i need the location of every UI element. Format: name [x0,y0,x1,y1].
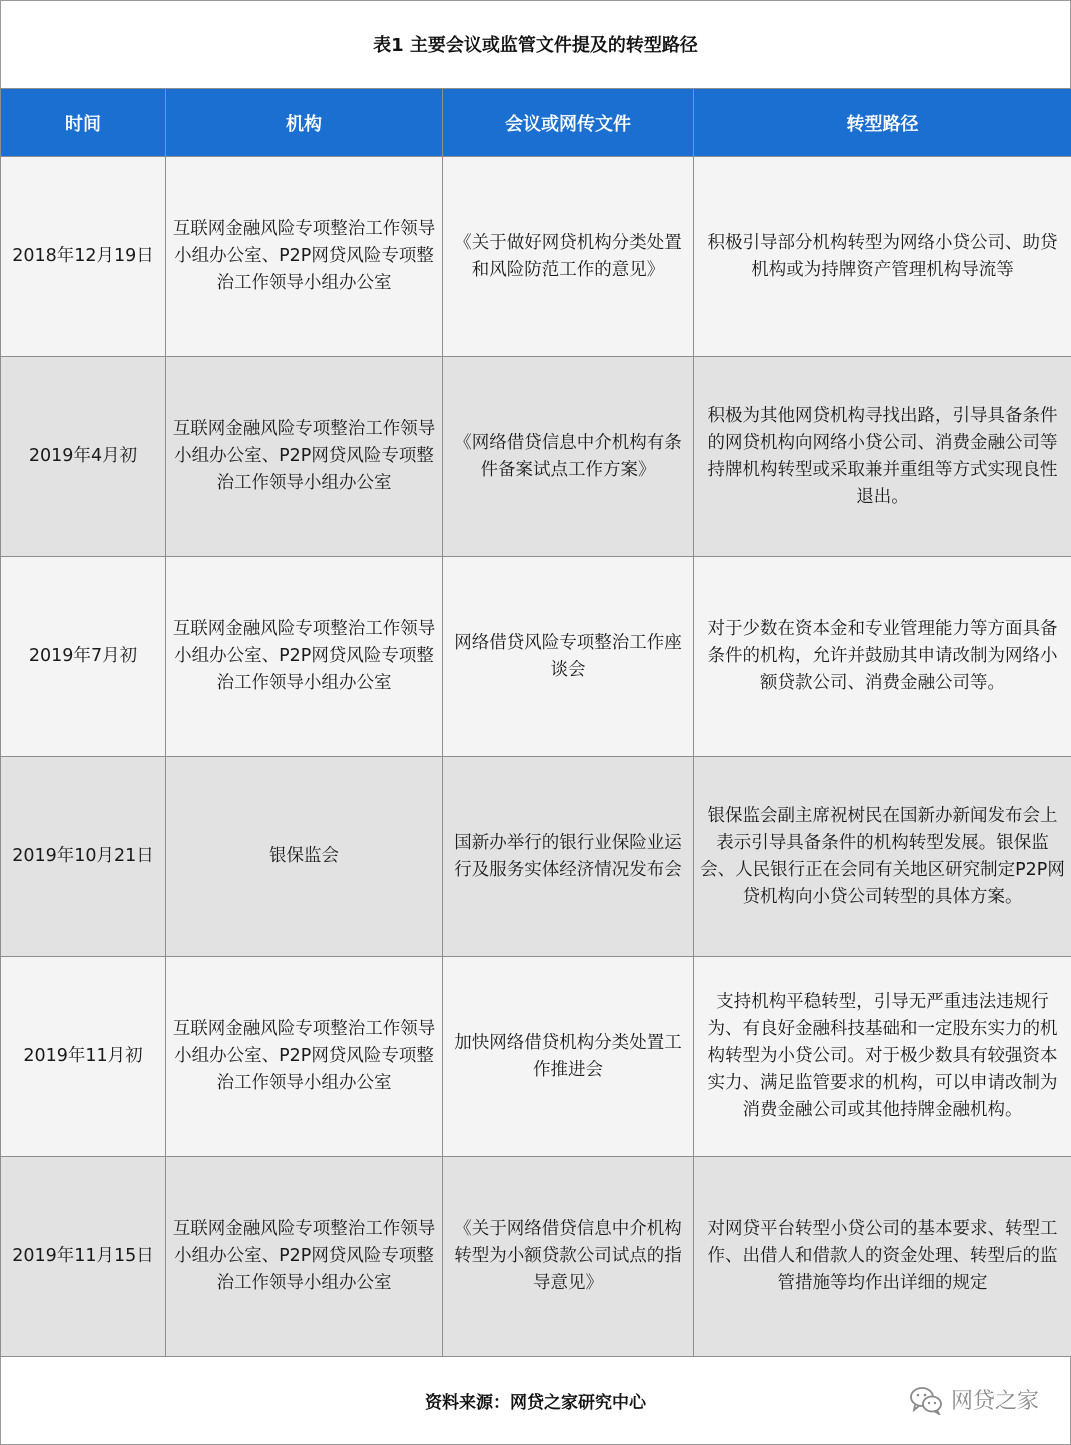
cell-org: 互联网金融风险专项整治工作领导小组办公室、P2P网贷风险专项整治工作领导小组办公室 [166,1157,443,1357]
cell-doc: 《关于做好网贷机构分类处置和风险防范工作的意见》 [443,157,694,357]
cell-time: 2019年7月初 [1,557,166,757]
cell-time: 2019年11月15日 [1,1157,166,1357]
policy-table [0,88,1071,1357]
cell-path: 积极为其他网贷机构寻找出路，引导具备条件的网贷机构向网络小贷公司、消费金融公司等持牌机构转型或采取兼并重组等方式实现良性退出。 [694,357,1071,557]
cell-org: 互联网金融风险专项整治工作领导小组办公室、P2P网贷风险专项整治工作领导小组办公室 [166,957,443,1157]
header-doc: 会议或网传文件 [443,89,694,157]
cell-org: 互联网金融风险专项整治工作领导小组办公室、P2P网贷风险专项整治工作领导小组办公室 [166,157,443,357]
cell-time: 2019年10月21日 [1,757,166,957]
cell-path: 积极引导部分机构转型为网络小贷公司、助贷机构或为持牌资产管理机构导流等 [694,157,1071,357]
table-row [1,157,1071,357]
cell-path: 对网贷平台转型小贷公司的基本要求、转型工作、出借人和借款人的资金处理、转型后的监管措施等均作出详细的规定 [694,1157,1071,1357]
cell-org: 银保监会 [166,757,443,957]
watermark-label: 网贷之家 [950,1389,1039,1414]
cell-time: 2018年12月19日 [1,157,166,357]
table-row [1,357,1071,557]
cell-org: 互联网金融风险专项整治工作领导小组办公室、P2P网贷风险专项整治工作领导小组办公室 [166,357,443,557]
wechat-icon [909,1385,943,1415]
cell-doc: 《网络借贷信息中介机构有条件备案试点工作方案》 [443,357,694,557]
table-title: 表1 主要会议或监管文件提及的转型路径 [373,35,698,56]
watermark [909,1384,1039,1415]
table-row [1,757,1071,957]
source-note: 资料来源：网贷之家研究中心 [425,1393,646,1413]
cell-time: 2019年11月初 [1,957,166,1157]
cell-path: 银保监会副主席祝树民在国新办新闻发布会上表示引导具备条件的机构转型发展。银保监会、人民银行正在会同有关地区研究制定P2P网贷机构向小贷公司转型的具体方案。 [694,757,1071,957]
footer [0,1356,1071,1445]
table-row [1,557,1071,757]
cell-path: 对于少数在资本金和专业管理能力等方面具备条件的机构，允许并鼓励其申请改制为网络小额贷款公司、消费金融公司等。 [694,557,1071,757]
header-path: 转型路径 [694,89,1071,157]
cell-org: 互联网金融风险专项整治工作领导小组办公室、P2P网贷风险专项整治工作领导小组办公室 [166,557,443,757]
cell-doc: 加快网络借贷机构分类处置工作推进会 [443,957,694,1157]
table-row [1,1157,1071,1357]
cell-doc: 网络借贷风险专项整治工作座谈会 [443,557,694,757]
table-row [1,957,1071,1157]
header-time: 时间 [1,89,166,157]
cell-doc: 国新办举行的银行业保险业运行及服务实体经济情况发布会 [443,757,694,957]
header-org: 机构 [166,89,443,157]
cell-time: 2019年4月初 [1,357,166,557]
table-header-row [1,89,1071,157]
cell-doc: 《关于网络借贷信息中介机构转型为小额贷款公司试点的指导意见》 [443,1157,694,1357]
cell-path: 支持机构平稳转型，引导无严重违法违规行为、有良好金融科技基础和一定股东实力的机构转型为小贷公司。对于极少数具有较强资本实力、满足监管要求的机构，可以申请改制为消费金融公司或其他持牌金融机构。 [694,957,1071,1157]
